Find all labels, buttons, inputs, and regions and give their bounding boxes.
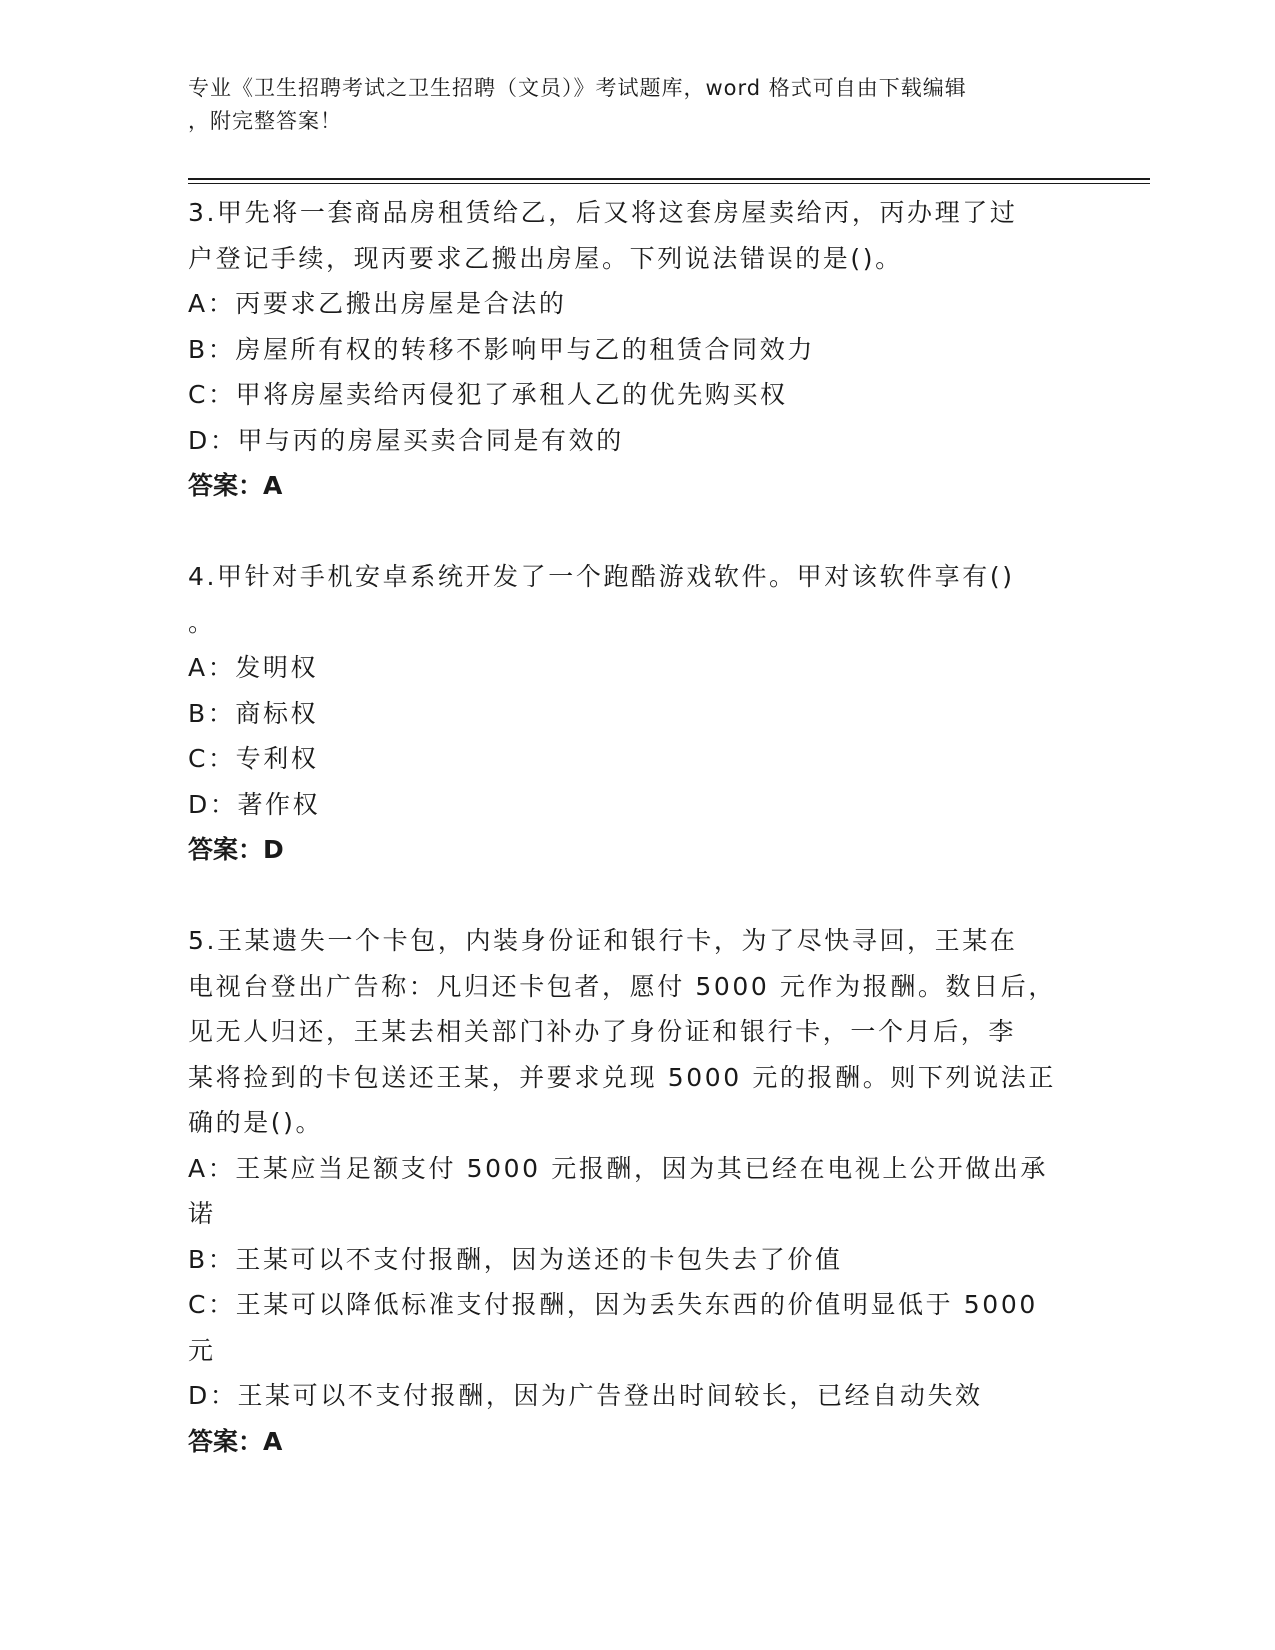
option-a: A：丙要求乙搬出房屋是合法的 [188,289,567,318]
header-line-1: 专业《卫生招聘考试之卫生招聘（文员）》考试题库，word 格式可自由下载编辑 [188,76,967,100]
question-stem-line: 4.甲针对手机安卓系统开发了一个跑酷游戏软件。甲对该软件享有() [188,562,1015,591]
question-4 [188,554,1088,873]
option-b: B：商标权 [188,698,319,728]
header-rule-thick [188,178,1150,180]
question-stem-line: 见无人归还，王某去相关部门补办了身份证和银行卡，一个月后，李 [188,1017,1017,1046]
answer-line: 答案：A [188,471,283,500]
option-c: C：王某可以降低标准支付报酬，因为丢失东西的价值明显低于 5000 [188,1290,1038,1319]
question-stem-line: 确的是()。 [188,1108,324,1137]
option-d: D：甲与丙的房屋买卖合同是有效的 [188,425,624,455]
option-b: B：王某可以不支付报酬，因为送还的卡包失去了价值 [188,1244,843,1274]
question-stem-line: 电视台登出广告称：凡归还卡包者，愿付 5000 元作为报酬。数日后， [188,971,1056,1001]
answer-line: 答案：D [188,835,284,864]
option-c: C：专利权 [188,744,319,773]
question-stem-line: 某将捡到的卡包送还王某，并要求兑现 5000 元的报酬。则下列说法正 [188,1062,1056,1092]
option-a-continued: 诺 [188,1199,216,1228]
question-spacer [188,873,1088,919]
document-header [188,72,1068,138]
question-stem-line: 。 [188,607,216,637]
question-stem-line: 户登记手续，现丙要求乙搬出房屋。下列说法错误的是()。 [188,243,903,273]
header-rule-thin [188,183,1150,184]
option-b: B：房屋所有权的转移不影响甲与乙的租赁合同效力 [188,334,815,364]
option-c: C：甲将房屋卖给丙侵犯了承租人乙的优先购买权 [188,380,788,409]
question-stem-line: 5.王某遗失一个卡包，内装身份证和银行卡，为了尽快寻回，王某在 [188,926,1018,955]
option-d: D：著作权 [188,789,321,819]
question-list [188,190,1088,1464]
question-stem-line: 3.甲先将一套商品房租赁给乙，后又将这套房屋卖给丙，丙办理了过 [188,198,1018,227]
answer-line: 答案：A [188,1426,283,1456]
header-line-2: ，附完整答案！ [188,109,342,133]
question-3 [188,190,1088,509]
question-5 [188,918,1088,1464]
option-a: A：发明权 [188,653,319,682]
option-a: A：王某应当足额支付 5000 元报酬，因为其已经在电视上公开做出承 [188,1153,1049,1183]
option-d: D：王某可以不支付报酬，因为广告登出时间较长，已经自动失效 [188,1381,983,1410]
question-spacer [188,509,1088,555]
option-c-continued: 元 [188,1335,216,1365]
